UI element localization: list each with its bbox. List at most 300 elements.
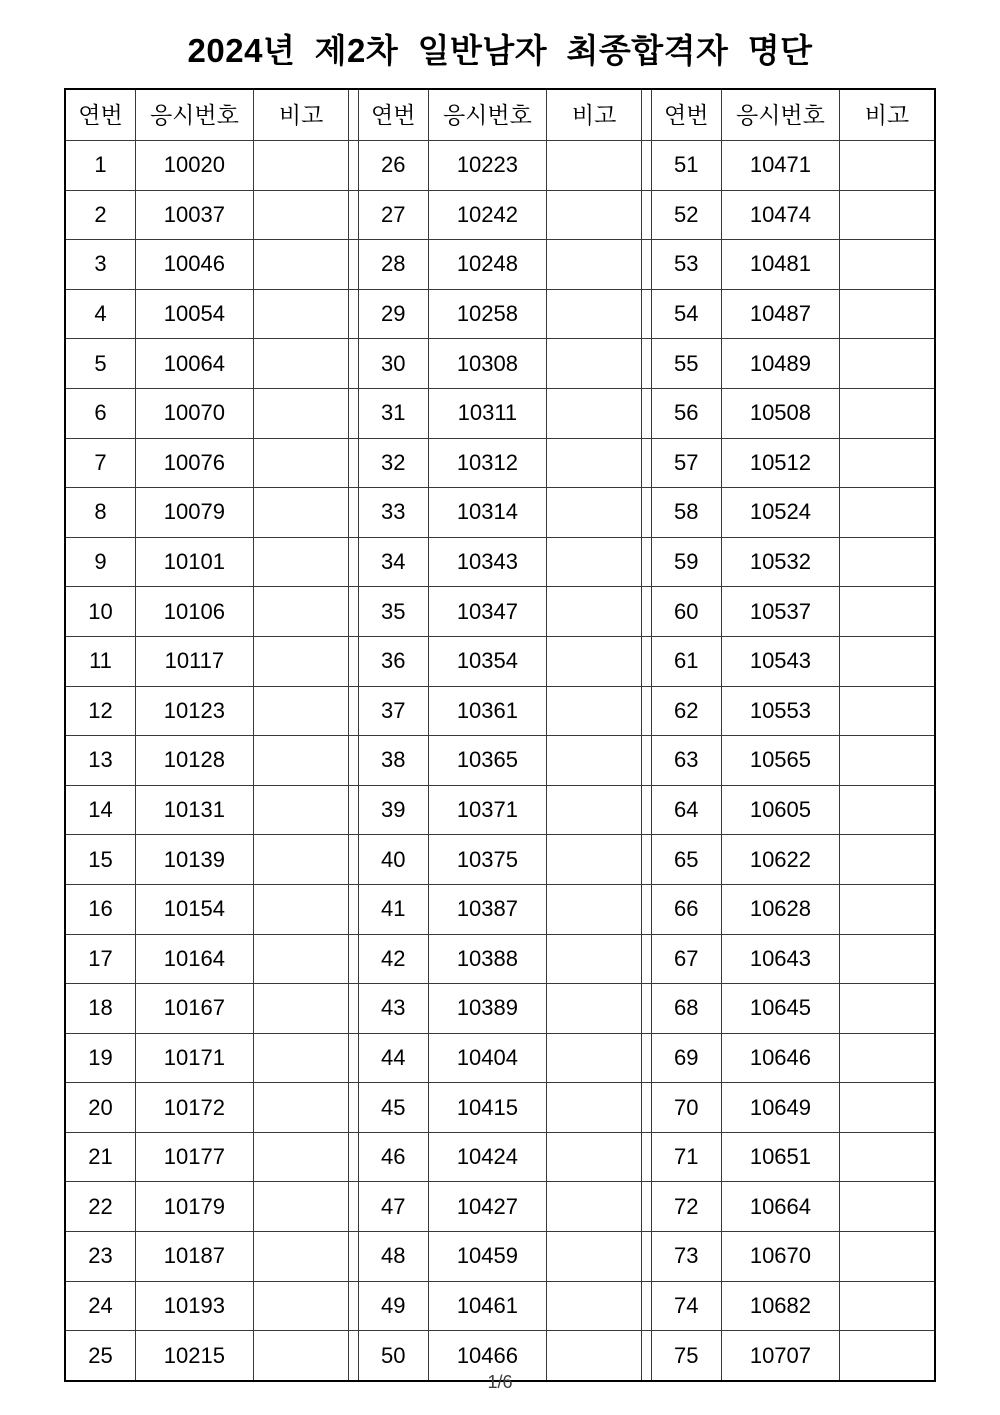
cell-exam-number: 10139 bbox=[135, 835, 253, 885]
table-row bbox=[65, 488, 935, 538]
table-row bbox=[65, 835, 935, 885]
cell-exam-number: 10167 bbox=[135, 984, 253, 1034]
cell-exam-number: 10064 bbox=[135, 339, 253, 389]
cell-exam-number: 10371 bbox=[429, 785, 547, 835]
cell-exam-number: 10461 bbox=[429, 1281, 547, 1331]
cell-seq: 9 bbox=[65, 537, 135, 587]
cell-note bbox=[546, 785, 642, 835]
cell-exam-number: 10459 bbox=[429, 1232, 547, 1282]
page-title: 2024년 제2차 일반남자 최종합격자 명단 bbox=[187, 32, 813, 69]
cell-exam-number: 10474 bbox=[722, 190, 840, 240]
cell-note bbox=[546, 1281, 642, 1331]
cell-seq: 36 bbox=[358, 636, 428, 686]
cell-note bbox=[546, 1083, 642, 1133]
table-row bbox=[65, 240, 935, 290]
cell-exam-number: 10054 bbox=[135, 289, 253, 339]
cell-seq: 65 bbox=[651, 835, 721, 885]
cell-seq: 62 bbox=[651, 686, 721, 736]
cell-note bbox=[253, 488, 349, 538]
cell-note bbox=[839, 1132, 935, 1182]
cell-seq: 74 bbox=[651, 1281, 721, 1331]
cell-exam-number: 10258 bbox=[429, 289, 547, 339]
cell-exam-number: 10193 bbox=[135, 1281, 253, 1331]
cell-exam-number: 10117 bbox=[135, 636, 253, 686]
cell-note bbox=[253, 984, 349, 1034]
block-separator-2 bbox=[642, 835, 651, 885]
cell-note bbox=[546, 488, 642, 538]
cell-seq: 18 bbox=[65, 984, 135, 1034]
block-separator-2 bbox=[642, 736, 651, 786]
cell-seq: 3 bbox=[65, 240, 135, 290]
cell-seq: 25 bbox=[65, 1331, 135, 1381]
cell-note bbox=[839, 736, 935, 786]
cell-note bbox=[546, 984, 642, 1034]
cell-note bbox=[546, 736, 642, 786]
page-indicator: 1/6 bbox=[487, 1372, 513, 1392]
cell-exam-number: 10311 bbox=[429, 388, 547, 438]
cell-exam-number: 10646 bbox=[722, 1033, 840, 1083]
table-row bbox=[65, 141, 935, 191]
table-header-row bbox=[65, 89, 935, 141]
cell-seq: 26 bbox=[358, 141, 428, 191]
cell-note bbox=[253, 835, 349, 885]
cell-note bbox=[839, 636, 935, 686]
cell-exam-number: 10388 bbox=[429, 934, 547, 984]
cell-seq: 32 bbox=[358, 438, 428, 488]
cell-exam-number: 10537 bbox=[722, 587, 840, 637]
cell-note bbox=[839, 537, 935, 587]
cell-exam-number: 10101 bbox=[135, 537, 253, 587]
cell-seq: 52 bbox=[651, 190, 721, 240]
cell-exam-number: 10466 bbox=[429, 1331, 547, 1381]
cell-note bbox=[253, 1083, 349, 1133]
cell-exam-number: 10177 bbox=[135, 1132, 253, 1182]
block-separator-1 bbox=[349, 89, 358, 141]
cell-seq: 42 bbox=[358, 934, 428, 984]
cell-exam-number: 10164 bbox=[135, 934, 253, 984]
cell-seq: 54 bbox=[651, 289, 721, 339]
cell-seq: 69 bbox=[651, 1033, 721, 1083]
table-row bbox=[65, 984, 935, 1034]
final-pass-roster-table bbox=[64, 88, 936, 1382]
cell-exam-number: 10215 bbox=[135, 1331, 253, 1381]
table-row bbox=[65, 785, 935, 835]
cell-seq: 1 bbox=[65, 141, 135, 191]
cell-seq: 23 bbox=[65, 1232, 135, 1282]
cell-seq: 10 bbox=[65, 587, 135, 637]
cell-seq: 49 bbox=[358, 1281, 428, 1331]
cell-seq: 11 bbox=[65, 636, 135, 686]
block-separator-1 bbox=[349, 984, 358, 1034]
cell-note bbox=[253, 1182, 349, 1232]
block-separator-2 bbox=[642, 1182, 651, 1232]
cell-exam-number: 10389 bbox=[429, 984, 547, 1034]
cell-note bbox=[839, 388, 935, 438]
cell-exam-number: 10308 bbox=[429, 339, 547, 389]
cell-exam-number: 10471 bbox=[722, 141, 840, 191]
cell-seq: 30 bbox=[358, 339, 428, 389]
cell-exam-number: 10046 bbox=[135, 240, 253, 290]
cell-exam-number: 10242 bbox=[429, 190, 547, 240]
cell-note bbox=[253, 736, 349, 786]
cell-exam-number: 10387 bbox=[429, 884, 547, 934]
cell-seq: 15 bbox=[65, 835, 135, 885]
cell-exam-number: 10187 bbox=[135, 1232, 253, 1282]
cell-note bbox=[546, 884, 642, 934]
block-separator-1 bbox=[349, 339, 358, 389]
cell-seq: 37 bbox=[358, 686, 428, 736]
cell-seq: 13 bbox=[65, 736, 135, 786]
column-header-exam-number-3: 응시번호 bbox=[722, 89, 840, 141]
cell-note bbox=[546, 537, 642, 587]
column-header-exam-number-1: 응시번호 bbox=[135, 89, 253, 141]
cell-note bbox=[839, 1033, 935, 1083]
table-row bbox=[65, 636, 935, 686]
block-separator-2 bbox=[642, 438, 651, 488]
cell-note bbox=[546, 289, 642, 339]
table-row bbox=[65, 1232, 935, 1282]
cell-seq: 5 bbox=[65, 339, 135, 389]
cell-exam-number: 10651 bbox=[722, 1132, 840, 1182]
block-separator-1 bbox=[349, 1083, 358, 1133]
block-separator-1 bbox=[349, 884, 358, 934]
cell-seq: 20 bbox=[65, 1083, 135, 1133]
cell-exam-number: 10347 bbox=[429, 587, 547, 637]
cell-note bbox=[253, 884, 349, 934]
cell-seq: 63 bbox=[651, 736, 721, 786]
cell-seq: 6 bbox=[65, 388, 135, 438]
cell-seq: 39 bbox=[358, 785, 428, 835]
column-header-seq-2: 연번 bbox=[358, 89, 428, 141]
cell-seq: 50 bbox=[358, 1331, 428, 1381]
cell-exam-number: 10312 bbox=[429, 438, 547, 488]
block-separator-2 bbox=[642, 1132, 651, 1182]
block-separator-2 bbox=[642, 636, 651, 686]
block-separator-1 bbox=[349, 934, 358, 984]
block-separator-2 bbox=[642, 89, 651, 141]
cell-exam-number: 10508 bbox=[722, 388, 840, 438]
cell-seq: 14 bbox=[65, 785, 135, 835]
block-separator-1 bbox=[349, 835, 358, 885]
cell-exam-number: 10553 bbox=[722, 686, 840, 736]
cell-exam-number: 10343 bbox=[429, 537, 547, 587]
cell-exam-number: 10532 bbox=[722, 537, 840, 587]
cell-note bbox=[253, 1281, 349, 1331]
cell-seq: 72 bbox=[651, 1182, 721, 1232]
cell-exam-number: 10707 bbox=[722, 1331, 840, 1381]
table-row bbox=[65, 190, 935, 240]
block-separator-1 bbox=[349, 1132, 358, 1182]
cell-exam-number: 10643 bbox=[722, 934, 840, 984]
cell-seq: 31 bbox=[358, 388, 428, 438]
cell-exam-number: 10223 bbox=[429, 141, 547, 191]
cell-seq: 17 bbox=[65, 934, 135, 984]
cell-exam-number: 10020 bbox=[135, 141, 253, 191]
cell-seq: 43 bbox=[358, 984, 428, 1034]
cell-exam-number: 10481 bbox=[722, 240, 840, 290]
table-row bbox=[65, 1083, 935, 1133]
block-separator-1 bbox=[349, 1033, 358, 1083]
cell-seq: 22 bbox=[65, 1182, 135, 1232]
cell-note bbox=[546, 835, 642, 885]
cell-note bbox=[839, 339, 935, 389]
column-header-note-1: 비고 bbox=[253, 89, 349, 141]
cell-note bbox=[253, 190, 349, 240]
cell-note bbox=[253, 785, 349, 835]
cell-seq: 45 bbox=[358, 1083, 428, 1133]
cell-note bbox=[546, 587, 642, 637]
cell-note bbox=[839, 884, 935, 934]
cell-note bbox=[253, 289, 349, 339]
cell-seq: 7 bbox=[65, 438, 135, 488]
column-header-note-3: 비고 bbox=[839, 89, 935, 141]
cell-seq: 44 bbox=[358, 1033, 428, 1083]
cell-exam-number: 10664 bbox=[722, 1182, 840, 1232]
cell-note bbox=[839, 984, 935, 1034]
block-separator-2 bbox=[642, 388, 651, 438]
cell-exam-number: 10076 bbox=[135, 438, 253, 488]
cell-seq: 27 bbox=[358, 190, 428, 240]
cell-seq: 55 bbox=[651, 339, 721, 389]
block-separator-1 bbox=[349, 141, 358, 191]
table-row bbox=[65, 1132, 935, 1182]
cell-seq: 29 bbox=[358, 289, 428, 339]
column-header-seq-3: 연번 bbox=[651, 89, 721, 141]
table-row bbox=[65, 1182, 935, 1232]
cell-exam-number: 10487 bbox=[722, 289, 840, 339]
block-separator-2 bbox=[642, 141, 651, 191]
cell-seq: 12 bbox=[65, 686, 135, 736]
cell-seq: 38 bbox=[358, 736, 428, 786]
block-separator-2 bbox=[642, 339, 651, 389]
cell-exam-number: 10489 bbox=[722, 339, 840, 389]
block-separator-2 bbox=[642, 587, 651, 637]
table-row bbox=[65, 438, 935, 488]
cell-note bbox=[253, 240, 349, 290]
cell-seq: 34 bbox=[358, 537, 428, 587]
cell-seq: 71 bbox=[651, 1132, 721, 1182]
cell-note bbox=[546, 339, 642, 389]
cell-note bbox=[839, 1182, 935, 1232]
cell-seq: 48 bbox=[358, 1232, 428, 1282]
column-header-note-2: 비고 bbox=[546, 89, 642, 141]
cell-seq: 75 bbox=[651, 1331, 721, 1381]
block-separator-1 bbox=[349, 1182, 358, 1232]
cell-note bbox=[839, 835, 935, 885]
cell-exam-number: 10427 bbox=[429, 1182, 547, 1232]
cell-seq: 64 bbox=[651, 785, 721, 835]
block-separator-2 bbox=[642, 1232, 651, 1282]
cell-exam-number: 10079 bbox=[135, 488, 253, 538]
cell-seq: 46 bbox=[358, 1132, 428, 1182]
block-separator-2 bbox=[642, 884, 651, 934]
cell-exam-number: 10354 bbox=[429, 636, 547, 686]
block-separator-1 bbox=[349, 240, 358, 290]
cell-exam-number: 10375 bbox=[429, 835, 547, 885]
block-separator-2 bbox=[642, 488, 651, 538]
cell-seq: 59 bbox=[651, 537, 721, 587]
cell-exam-number: 10645 bbox=[722, 984, 840, 1034]
cell-seq: 28 bbox=[358, 240, 428, 290]
cell-note bbox=[546, 686, 642, 736]
cell-note bbox=[546, 1232, 642, 1282]
block-separator-1 bbox=[349, 190, 358, 240]
table-row bbox=[65, 537, 935, 587]
cell-exam-number: 10128 bbox=[135, 736, 253, 786]
cell-note bbox=[253, 587, 349, 637]
block-separator-2 bbox=[642, 1033, 651, 1083]
cell-exam-number: 10070 bbox=[135, 388, 253, 438]
cell-seq: 35 bbox=[358, 587, 428, 637]
cell-note bbox=[253, 1033, 349, 1083]
cell-note bbox=[546, 1132, 642, 1182]
cell-seq: 16 bbox=[65, 884, 135, 934]
cell-note bbox=[546, 190, 642, 240]
cell-seq: 53 bbox=[651, 240, 721, 290]
block-separator-2 bbox=[642, 934, 651, 984]
block-separator-2 bbox=[642, 686, 651, 736]
table-row bbox=[65, 339, 935, 389]
cell-seq: 58 bbox=[651, 488, 721, 538]
cell-seq: 70 bbox=[651, 1083, 721, 1133]
cell-note bbox=[839, 785, 935, 835]
cell-exam-number: 10154 bbox=[135, 884, 253, 934]
table-header bbox=[65, 89, 935, 141]
cell-seq: 57 bbox=[651, 438, 721, 488]
cell-seq: 60 bbox=[651, 587, 721, 637]
cell-exam-number: 10415 bbox=[429, 1083, 547, 1133]
cell-seq: 66 bbox=[651, 884, 721, 934]
cell-exam-number: 10131 bbox=[135, 785, 253, 835]
block-separator-1 bbox=[349, 636, 358, 686]
cell-seq: 47 bbox=[358, 1182, 428, 1232]
cell-note bbox=[839, 1281, 935, 1331]
cell-note bbox=[839, 488, 935, 538]
table-row bbox=[65, 884, 935, 934]
block-separator-1 bbox=[349, 289, 358, 339]
cell-note bbox=[253, 1132, 349, 1182]
cell-note bbox=[253, 636, 349, 686]
cell-seq: 8 bbox=[65, 488, 135, 538]
cell-exam-number: 10123 bbox=[135, 686, 253, 736]
block-separator-2 bbox=[642, 785, 651, 835]
cell-seq: 2 bbox=[65, 190, 135, 240]
cell-note bbox=[546, 388, 642, 438]
cell-note bbox=[839, 438, 935, 488]
block-separator-1 bbox=[349, 686, 358, 736]
cell-seq: 56 bbox=[651, 388, 721, 438]
cell-exam-number: 10524 bbox=[722, 488, 840, 538]
cell-note bbox=[253, 537, 349, 587]
roster-table-container bbox=[64, 88, 936, 1382]
cell-exam-number: 10361 bbox=[429, 686, 547, 736]
cell-note bbox=[839, 289, 935, 339]
cell-note bbox=[253, 339, 349, 389]
cell-exam-number: 10424 bbox=[429, 1132, 547, 1182]
cell-exam-number: 10106 bbox=[135, 587, 253, 637]
cell-note bbox=[839, 240, 935, 290]
block-separator-1 bbox=[349, 785, 358, 835]
cell-exam-number: 10605 bbox=[722, 785, 840, 835]
cell-note bbox=[546, 141, 642, 191]
cell-exam-number: 10670 bbox=[722, 1232, 840, 1282]
cell-note bbox=[839, 934, 935, 984]
block-separator-1 bbox=[349, 736, 358, 786]
cell-note bbox=[839, 1083, 935, 1133]
cell-note bbox=[546, 1033, 642, 1083]
cell-note bbox=[839, 141, 935, 191]
cell-note bbox=[253, 438, 349, 488]
cell-note bbox=[839, 190, 935, 240]
block-separator-2 bbox=[642, 190, 651, 240]
block-separator-1 bbox=[349, 537, 358, 587]
block-separator-1 bbox=[349, 587, 358, 637]
cell-note bbox=[546, 1182, 642, 1232]
cell-note bbox=[546, 636, 642, 686]
cell-seq: 68 bbox=[651, 984, 721, 1034]
cell-seq: 73 bbox=[651, 1232, 721, 1282]
table-row bbox=[65, 934, 935, 984]
cell-exam-number: 10179 bbox=[135, 1182, 253, 1232]
block-separator-2 bbox=[642, 1083, 651, 1133]
cell-seq: 24 bbox=[65, 1281, 135, 1331]
cell-note bbox=[253, 1232, 349, 1282]
block-separator-1 bbox=[349, 488, 358, 538]
cell-seq: 4 bbox=[65, 289, 135, 339]
cell-note bbox=[253, 141, 349, 191]
block-separator-1 bbox=[349, 1232, 358, 1282]
cell-seq: 61 bbox=[651, 636, 721, 686]
table-row bbox=[65, 587, 935, 637]
column-header-exam-number-2: 응시번호 bbox=[429, 89, 547, 141]
block-separator-2 bbox=[642, 537, 651, 587]
block-separator-1 bbox=[349, 388, 358, 438]
block-separator-2 bbox=[642, 240, 651, 290]
cell-exam-number: 10365 bbox=[429, 736, 547, 786]
cell-seq: 19 bbox=[65, 1033, 135, 1083]
cell-exam-number: 10248 bbox=[429, 240, 547, 290]
cell-seq: 51 bbox=[651, 141, 721, 191]
block-separator-1 bbox=[349, 438, 358, 488]
cell-exam-number: 10565 bbox=[722, 736, 840, 786]
cell-note bbox=[546, 934, 642, 984]
block-separator-2 bbox=[642, 289, 651, 339]
block-separator-1 bbox=[349, 1281, 358, 1331]
cell-exam-number: 10622 bbox=[722, 835, 840, 885]
block-separator-2 bbox=[642, 1281, 651, 1331]
cell-note bbox=[253, 388, 349, 438]
cell-exam-number: 10037 bbox=[135, 190, 253, 240]
cell-exam-number: 10172 bbox=[135, 1083, 253, 1133]
cell-seq: 67 bbox=[651, 934, 721, 984]
cell-note bbox=[546, 438, 642, 488]
cell-exam-number: 10512 bbox=[722, 438, 840, 488]
cell-seq: 21 bbox=[65, 1132, 135, 1182]
cell-exam-number: 10649 bbox=[722, 1083, 840, 1133]
cell-seq: 41 bbox=[358, 884, 428, 934]
table-row bbox=[65, 1281, 935, 1331]
column-header-seq-1: 연번 bbox=[65, 89, 135, 141]
cell-note bbox=[253, 686, 349, 736]
table-row bbox=[65, 686, 935, 736]
table-row bbox=[65, 388, 935, 438]
block-separator-2 bbox=[642, 984, 651, 1034]
cell-note bbox=[839, 587, 935, 637]
cell-note bbox=[253, 934, 349, 984]
cell-exam-number: 10682 bbox=[722, 1281, 840, 1331]
cell-note bbox=[839, 686, 935, 736]
cell-exam-number: 10171 bbox=[135, 1033, 253, 1083]
